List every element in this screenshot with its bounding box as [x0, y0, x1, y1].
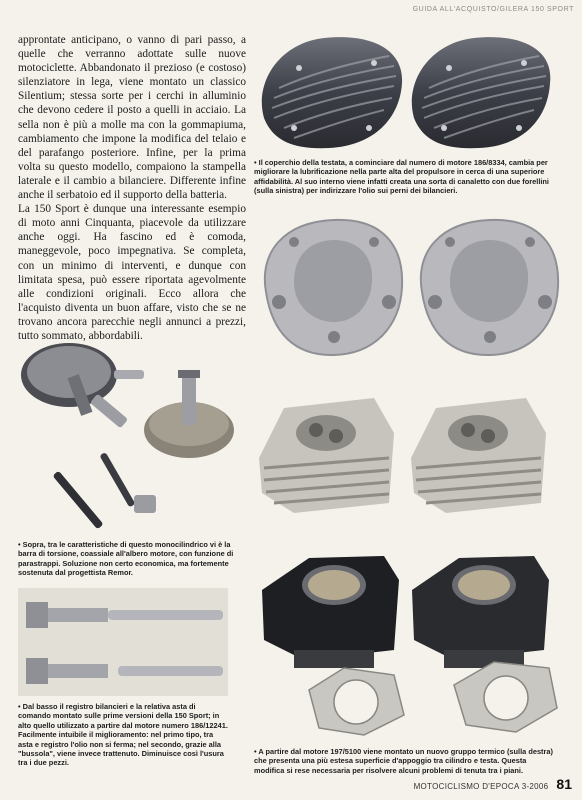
- cover-interior-right: [421, 220, 558, 355]
- caption-rocker-adjuster: • Dal basso il registro bilancieri e la relativa asta di comando montato sulle prime versioni della 150 Sport; in alto quello utilizzato a partire dal motore numero 186/12241. Facilmente intuibile il miglioramento: nel primo tipo, tra asta e registro l'olio non si ferma; nel secondo, grazie alla "bussola", viene invece trattenuto. Diminuisce così l'usura tra i due pezzi.: [18, 702, 228, 768]
- cylinder-left: [262, 556, 399, 668]
- cylinder-right: [412, 556, 549, 668]
- crankshaft: [21, 343, 144, 428]
- page-number: 81: [556, 776, 572, 792]
- clutch-hub: [144, 370, 234, 458]
- article-paragraph-1: approntate anticipano, o vanno di pari passo, a quelle che verranno adottate sulle nuove motociclette. Abbandonato il prezioso (e costoso) silenziatore in lega, viene montato un classico Silentium; stessa sorte per i cerchi in alluminio che devono cedere il posto a quelli in acciaio. La sella non è più a molle ma con la gommapiuma, cambiamento che impone la modifica del telaio e del parafango posteriore. Infine, per la prima volta su questo modello, compaiono la stampella laterale e il cambio a bilanciere. Differente infine anche il serbatoio ed il supporto della batteria.: [18, 34, 246, 202]
- cylinder-head-left: [259, 398, 394, 513]
- cover-interior-left: [265, 220, 402, 355]
- crankshaft-photo: [14, 330, 246, 535]
- article-body: [18, 33, 246, 343]
- cylinder-head-photo: [254, 388, 554, 528]
- head-gasket-left: [309, 668, 404, 735]
- cylinder-head-right: [411, 398, 546, 513]
- article-paragraph-2: La 150 Sport è dunque una interessante esempio di moto anni Cinquanta, piacevole da utilizzare anche oggi. Ha fascino ed è comoda, maneggevole, poco impegnativa. Se completa, con un minimo di interventi, e dunque con limitata spesa, può essere riportata agevolmente alle condizioni originali. Ecco allora che l'acquisto diventa un buon affare, visto che se ne trovano ancora parecchie negli annunci a prezzi, tutto sommato, abbordabili.: [18, 203, 246, 342]
- valve-cover-right: [412, 37, 551, 148]
- valve-cover-photo: [254, 28, 554, 156]
- caption-cylinder: • A partire dal motore 197/5100 viene montato un nuovo gruppo termico (sulla destra) che presenta una più estesa superficie d'appoggio tra cilindro e testa. Questa modifica si rese necessaria per risolvere alcuni problemi di tenuta tra i piani.: [254, 747, 553, 775]
- running-header: GUIDA ALL'ACQUISTO/GILERA 150 SPORT: [412, 6, 574, 13]
- caption-valve-cover: • Il coperchio della testata, a cominciare dal numero di motore 186/8334, cambia per migliorare la lubrificazione nella parte alta del propulsore in cerca di una superiore affidabilità. Al suo interno viene infatti creata una sorta di canaletto con due forellini (sulla sinistra) per indirizzare l'olio sui perni dei bilancieri.: [254, 158, 549, 196]
- page-footer: [260, 776, 572, 792]
- caption-torsion-bar: • Sopra, tra le caratteristiche di questo monocilindrico vi è la barra di torsione, coassiale all'albero motore, con funzione di parastrappi. Soluzione non certo economica, ma fortemente sostenuta dal progettista Remor.: [18, 540, 234, 578]
- head-gasket-right: [454, 662, 557, 732]
- torsion-bar: [52, 452, 156, 529]
- cylinder-gasket-photo: [254, 540, 564, 740]
- rocker-adjuster-photo: [18, 588, 228, 696]
- cover-interior-photo: [254, 212, 570, 362]
- valve-cover-left: [262, 37, 402, 148]
- magazine-name: MOTOCICLISMO D'EPOCA 3-2006: [413, 782, 549, 791]
